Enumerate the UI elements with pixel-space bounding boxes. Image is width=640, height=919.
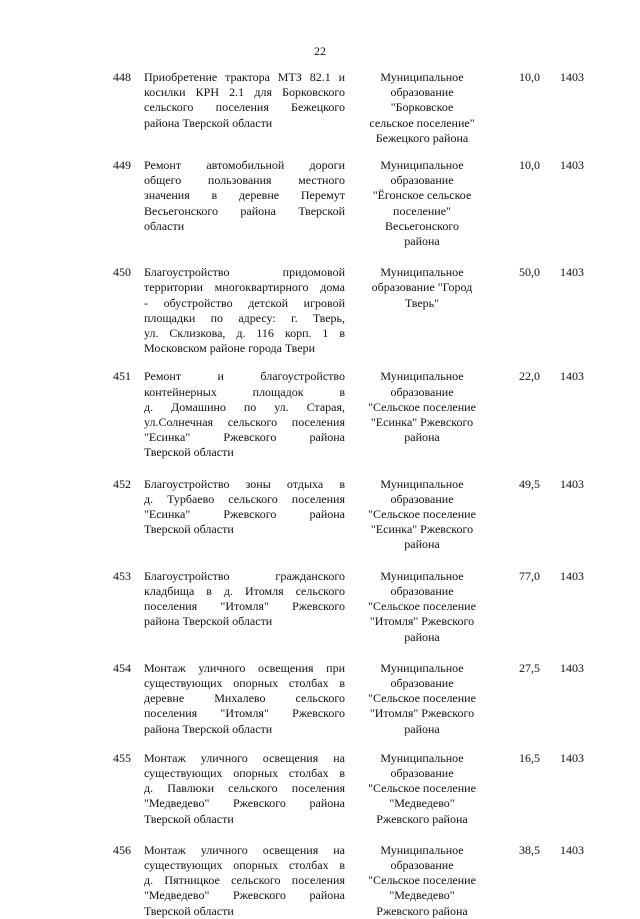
description-line: значения в деревне Перемут — [144, 188, 345, 203]
municipality-line: района — [404, 234, 440, 249]
description-line: площадки по адресу: г. Тверь, — [144, 310, 345, 325]
description-line: - обустройство детской игровой — [144, 295, 345, 310]
description-line: существующих опорных столбах в — [144, 675, 345, 690]
description-line: существующих опорных столбах в — [144, 765, 345, 780]
description-line: района Тверской области — [144, 721, 273, 736]
municipality-line: Муниципальное — [380, 568, 464, 583]
municipality-line: образование — [390, 583, 454, 598]
municipality-line: образование — [390, 857, 454, 872]
description-line: существующих опорных столбах в — [144, 857, 345, 872]
municipality-line: Муниципальное — [380, 158, 464, 173]
municipality-line: "Борковское — [390, 100, 454, 115]
row-municipality — [354, 661, 490, 737]
table-row — [100, 843, 590, 919]
municipality-line: образование — [390, 173, 454, 188]
row-number: 455 — [113, 750, 131, 765]
row-number: 453 — [113, 568, 131, 583]
row-code: 1403 — [560, 842, 584, 857]
document-table — [100, 70, 590, 919]
row-number: 448 — [113, 70, 131, 84]
municipality-line: "Сельское поселение — [368, 781, 476, 796]
row-number: 456 — [113, 842, 131, 857]
row-municipality — [354, 265, 490, 311]
description-line: д. Домашино по ул. Старая, — [144, 399, 345, 414]
municipality-line: поселение" — [393, 203, 451, 218]
description-line: района Тверской области — [144, 115, 273, 130]
table-row — [100, 265, 590, 356]
description-line: контейнерных площадок в — [144, 384, 345, 399]
description-line: косилки КРН 2.1 для Борковского — [144, 85, 345, 100]
municipality-line: Ржевского района — [376, 811, 468, 826]
municipality-line: Муниципальное — [380, 70, 464, 84]
municipality-line: сельское поселение" — [369, 115, 475, 130]
row-code: 1403 — [560, 265, 584, 280]
row-municipality — [354, 843, 490, 919]
table-row — [100, 70, 590, 146]
municipality-line: образование — [390, 675, 454, 690]
description-line: Монтаж уличного освещения на — [144, 750, 345, 765]
row-description — [144, 265, 345, 356]
page-number: 22 — [314, 44, 326, 58]
row-municipality — [354, 158, 490, 249]
row-municipality — [354, 369, 490, 445]
description-line: "Есинка" Ржевского района — [144, 430, 345, 445]
row-amount: 38,5 — [519, 842, 540, 857]
municipality-line: "Ёгонское сельское — [372, 188, 472, 203]
description-line: "Медведево" Ржевского района — [144, 796, 345, 811]
row-code: 1403 — [560, 70, 584, 84]
municipality-line: района — [404, 629, 440, 644]
row-municipality — [354, 751, 490, 827]
row-description — [144, 661, 345, 737]
description-line: Ремонт автомобильной дороги — [144, 158, 345, 173]
table-row — [100, 569, 590, 645]
table-row — [100, 661, 590, 737]
table-row — [100, 369, 590, 460]
description-line: ул.Солнечная сельского поселения — [144, 415, 345, 430]
row-number: 454 — [113, 660, 131, 675]
description-line: поселения "Итомля" Ржевского — [144, 706, 345, 721]
row-code: 1403 — [560, 660, 584, 675]
municipality-line: Весьегонского — [385, 218, 459, 233]
row-amount: 22,0 — [519, 369, 540, 384]
municipality-line: Муниципальное — [380, 660, 464, 675]
municipality-line: "Сельское поселение — [368, 399, 476, 414]
row-description — [144, 751, 345, 827]
row-code: 1403 — [560, 750, 584, 765]
description-line: общего пользования местного — [144, 173, 345, 188]
municipality-line: "Медведево" — [389, 796, 455, 811]
description-line: д. Пятницкое сельского поселения — [144, 873, 345, 888]
description-line: ул. Склизкова, д. 116 корп. 1 в — [144, 326, 345, 341]
municipality-line: района — [404, 721, 440, 736]
description-line: Тверской области — [144, 522, 234, 537]
municipality-line: образование "Город — [371, 280, 473, 295]
municipality-line: образование — [390, 765, 454, 780]
row-description — [144, 477, 345, 538]
municipality-line: Муниципальное — [380, 369, 464, 384]
description-line: деревне Михалево сельского — [144, 691, 345, 706]
row-description — [144, 70, 345, 131]
description-line: Благоустройство придомовой — [144, 265, 345, 280]
description-line: Монтаж уличного освещения при — [144, 660, 345, 675]
description-line: Тверской области — [144, 445, 234, 460]
municipality-line: образование — [390, 85, 454, 100]
description-line: "Есинка" Ржевского района — [144, 507, 345, 522]
row-description — [144, 843, 345, 919]
row-municipality — [354, 70, 490, 146]
description-line: Московском районе города Твери — [144, 341, 316, 356]
description-line: района Тверской области — [144, 614, 273, 629]
description-line: кладбища в д. Итомля сельского — [144, 583, 345, 598]
row-amount: 77,0 — [519, 568, 540, 583]
row-description — [144, 369, 345, 460]
row-municipality — [354, 569, 490, 645]
description-line: Весьегонского района Тверской — [144, 203, 345, 218]
municipality-line: "Сельское поселение — [368, 599, 476, 614]
row-code: 1403 — [560, 568, 584, 583]
description-line: Благоустройство зоны отдыха в — [144, 476, 345, 491]
municipality-line: Муниципальное — [380, 476, 464, 491]
table-row — [100, 158, 590, 249]
row-code: 1403 — [560, 476, 584, 491]
municipality-line: "Сельское поселение — [368, 691, 476, 706]
table-row — [100, 477, 590, 553]
municipality-line: Бежецкого района — [375, 130, 469, 145]
description-line: Ремонт и благоустройство — [144, 369, 345, 384]
description-line: Благоустройство гражданского — [144, 568, 345, 583]
municipality-line: образование — [390, 491, 454, 506]
description-line: д. Павлюки сельского поселения — [144, 781, 345, 796]
row-amount: 10,0 — [519, 70, 540, 84]
row-number: 452 — [113, 476, 131, 491]
municipality-line: Ржевского района — [376, 903, 468, 918]
municipality-line: "Сельское поселение — [368, 507, 476, 522]
row-municipality — [354, 477, 490, 553]
municipality-line: района — [404, 537, 440, 552]
row-code: 1403 — [560, 158, 584, 173]
table-row — [100, 751, 590, 827]
municipality-line: "Итомля" Ржевского — [369, 706, 475, 721]
municipality-line: "Медведево" — [389, 888, 455, 903]
municipality-line: Муниципальное — [380, 265, 464, 280]
description-line: Тверской области — [144, 903, 234, 918]
description-line: Тверской области — [144, 811, 234, 826]
municipality-line: района — [404, 430, 440, 445]
row-amount: 49,5 — [519, 476, 540, 491]
municipality-line: "Сельское поселение — [368, 873, 476, 888]
description-line: поселения "Итомля" Ржевского — [144, 599, 345, 614]
row-description — [144, 569, 345, 630]
description-line: Монтаж уличного освещения на — [144, 842, 345, 857]
row-amount: 16,5 — [519, 750, 540, 765]
row-amount: 27,5 — [519, 660, 540, 675]
municipality-line: "Есинка" Ржевского — [370, 415, 474, 430]
description-line: территории многоквартирного дома — [144, 280, 345, 295]
municipality-line: Муниципальное — [380, 842, 464, 857]
row-code: 1403 — [560, 369, 584, 384]
description-line: "Медведево" Ржевского района — [144, 888, 345, 903]
description-line: д. Турбаево сельского поселения — [144, 491, 345, 506]
row-amount: 10,0 — [519, 158, 540, 173]
municipality-line: Тверь" — [404, 295, 440, 310]
description-line: Приобретение трактора МТЗ 82.1 и — [144, 70, 345, 84]
row-number: 451 — [113, 369, 131, 384]
municipality-line: "Есинка" Ржевского — [370, 522, 474, 537]
municipality-line: Муниципальное — [380, 750, 464, 765]
row-description — [144, 158, 345, 234]
municipality-line: "Итомля" Ржевского — [369, 614, 475, 629]
municipality-line: образование — [390, 384, 454, 399]
row-amount: 50,0 — [519, 265, 540, 280]
description-line: области — [144, 218, 185, 233]
row-number: 450 — [113, 265, 131, 280]
row-number: 449 — [113, 158, 131, 173]
description-line: сельского поселения Бежецкого — [144, 100, 345, 115]
